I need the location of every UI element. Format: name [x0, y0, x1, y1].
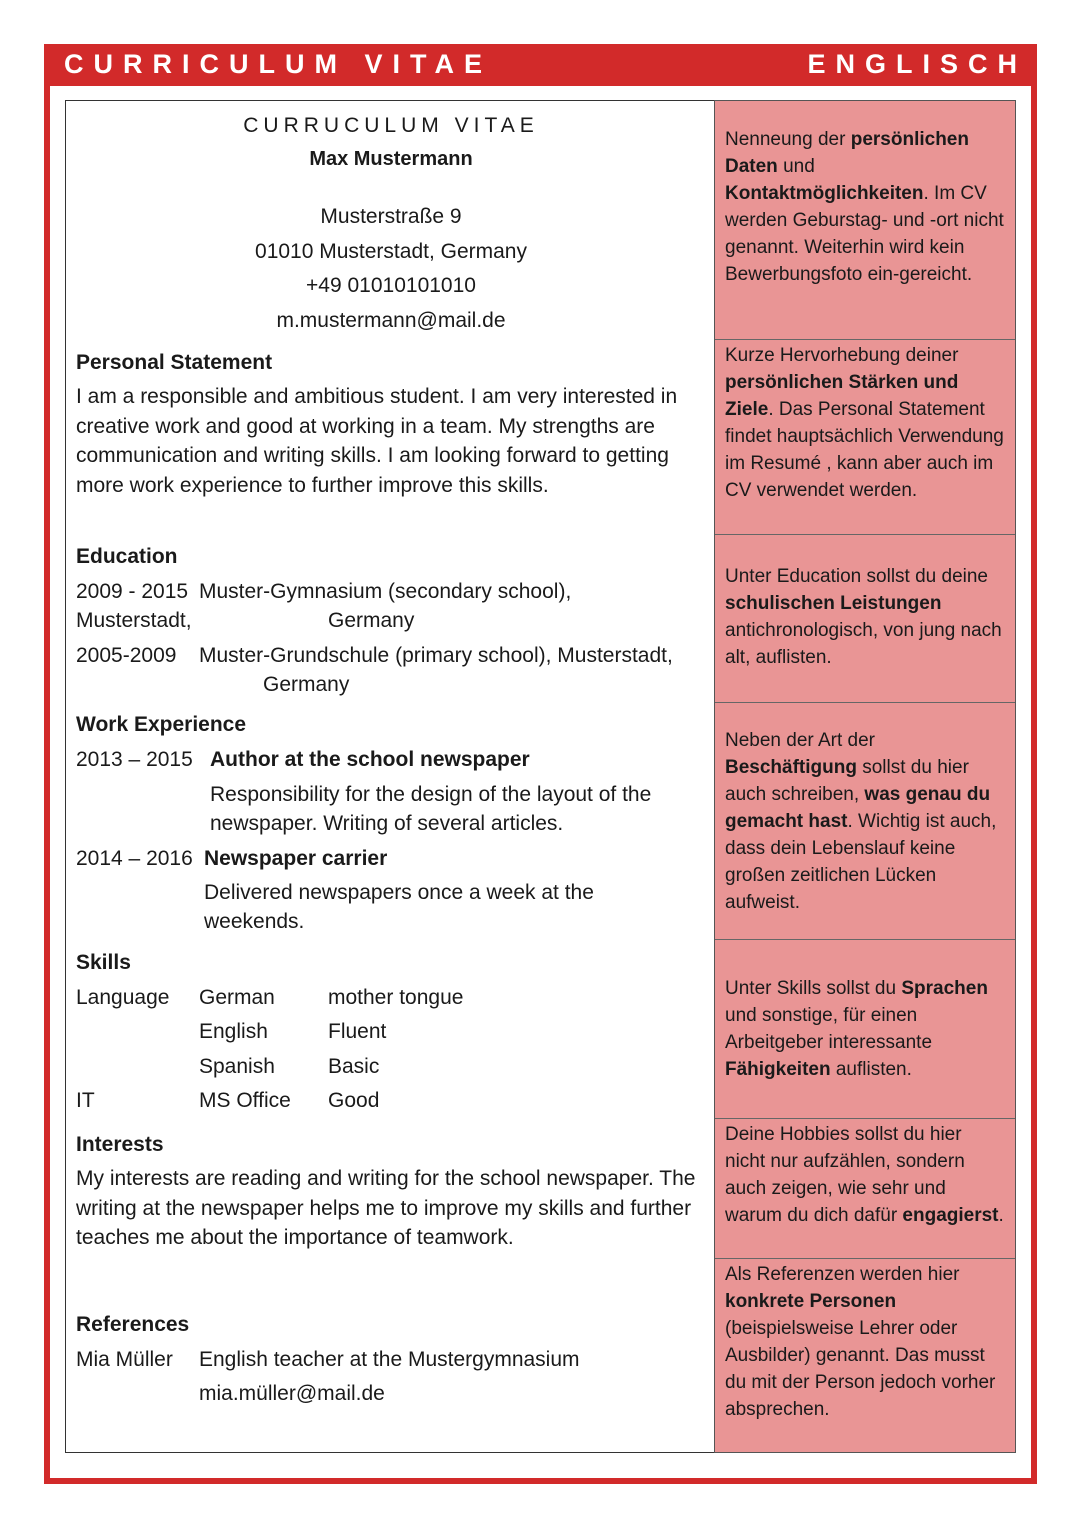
work-description: newspaper. Writing of several articles. — [210, 812, 564, 835]
note-skills — [715, 940, 1015, 1119]
address-phone: +49 01010101010 — [306, 274, 476, 297]
skill-item: German — [199, 986, 275, 1009]
work-description: Delivered newspapers once a week at the — [204, 881, 594, 904]
work-title: Newspaper carrier — [204, 847, 388, 870]
note-emphasis: konkrete Personen — [725, 1291, 897, 1312]
address-city: 01010 Musterstadt, Germany — [255, 240, 527, 263]
cv-name: Max Mustermann — [309, 148, 473, 170]
skill-level: Fluent — [328, 1020, 387, 1043]
note-emphasis: persönlichen Daten — [725, 129, 969, 177]
note-education — [715, 535, 1015, 703]
education-country: Germany — [328, 609, 415, 632]
skill-item: English — [199, 1020, 268, 1043]
header-subject: ENGLISCH — [807, 49, 1027, 79]
work-heading: Work Experience — [76, 713, 247, 736]
note-emphasis: Sprachen — [901, 978, 988, 999]
education-country: Germany — [263, 673, 350, 696]
note-text: . Im CV werden Geburstag- und -ort nicht genannt. Weiterhin wird kein Bewerbungsfoto ein-gereicht. — [725, 183, 1004, 285]
interests-heading: Interests — [76, 1133, 164, 1156]
note-references — [715, 1259, 1015, 1453]
note-text: . — [998, 1205, 1004, 1226]
skill-level: Basic — [328, 1055, 380, 1078]
education-heading: Education — [76, 545, 178, 568]
note-text: Nenneung der — [725, 129, 851, 150]
skill-category: IT — [76, 1089, 95, 1112]
note-text: Deine Hobbies sollst du hier nicht nur aufzählen, sondern auch zeigen, wie sehr und warum du dich dafür — [725, 1124, 965, 1226]
note-emphasis: was genau du gemacht hast — [725, 784, 991, 832]
note-text: Unter Education sollst du deine — [725, 566, 988, 587]
cv-title: CURRUCULUM VITAE — [243, 114, 539, 137]
education-school: Muster-Grundschule (primary school), Musterstadt, — [199, 644, 673, 667]
personal-statement-text: I am a responsible and ambitious student. I am very interested in creative work and good at working in a team. My strengths are communication and writing skills. I am looking forward to getting more work experience to further improve this skills. — [76, 385, 678, 497]
note-emphasis: schulischen Leistungen — [725, 593, 942, 614]
interests-text: My interests are reading and writing for the school newspaper. The writing at the newspaper helps me to improve my skills and further teaches me about the importance of teamwork. — [76, 1167, 696, 1249]
work-description: weekends. — [204, 910, 305, 933]
note-text: Unter Skills sollst du — [725, 978, 902, 999]
reference-email: mia.müller@mail.de — [199, 1382, 385, 1405]
skills-heading: Skills — [76, 951, 131, 974]
cv-document — [65, 100, 715, 1453]
skill-item: Spanish — [199, 1055, 275, 1078]
note-text: Als Referenzen werden hier — [725, 1264, 960, 1285]
note-emphasis: engagierst — [902, 1205, 999, 1226]
education-years: 2009 - 2015 — [76, 580, 189, 603]
skill-level: mother tongue — [328, 986, 464, 1009]
note-text: und sonstige, für einen Arbeitgeber interessante — [725, 1005, 933, 1053]
note-personal-data — [715, 101, 1015, 340]
note-emphasis: Fähigkeiten — [725, 1059, 831, 1080]
work-years: 2013 – 2015 — [76, 748, 193, 771]
reference-name: Mia Müller — [76, 1348, 173, 1371]
note-personal-statement — [715, 340, 1015, 535]
skill-category: Language — [76, 986, 170, 1009]
education-city: Musterstadt, — [76, 609, 192, 632]
note-text: antichronologisch, von jung nach alt, auflisten. — [725, 620, 1002, 668]
skill-item: MS Office — [199, 1089, 291, 1112]
education-school: Muster-Gymnasium (secondary school), — [199, 580, 572, 603]
address-street: Musterstraße 9 — [320, 205, 462, 228]
annotation-column — [714, 100, 1016, 1453]
education-years: 2005-2009 — [76, 644, 177, 667]
note-interests — [715, 1119, 1015, 1259]
note-text: . Das Personal Statement findet hauptsächlich Verwendung im Resumé , kann aber auch im CV verwendet werden. — [725, 399, 1004, 501]
note-text: . Wichtig ist auch, dass dein Lebenslauf keine großen zeitlichen Lücken aufweist. — [725, 811, 997, 913]
personal-statement-heading: Personal Statement — [76, 351, 273, 374]
note-text: und — [777, 156, 815, 177]
address-email: m.mustermann@mail.de — [276, 309, 506, 332]
header-bar — [44, 44, 1037, 86]
reference-role: English teacher at the Mustergymnasium — [199, 1348, 580, 1371]
work-title: Author at the school newspaper — [210, 748, 530, 771]
note-text: (beispielsweise Lehrer oder Ausbilder) genannt. Das musst du mit der Person jedoch vorher absprechen. — [725, 1318, 996, 1420]
references-heading: References — [76, 1313, 190, 1336]
work-description: Responsibility for the design of the layout of the — [210, 783, 652, 806]
note-text: Kurze Hervorhebung deiner — [725, 345, 959, 366]
note-emphasis: Beschäftigung — [725, 757, 857, 778]
note-text: Neben der Art der — [725, 730, 875, 751]
work-years: 2014 – 2016 — [76, 847, 193, 870]
note-emphasis: persönlichen Stärken und Ziele — [725, 372, 959, 420]
note-work-experience — [715, 703, 1015, 940]
header-title: CURRICULUM VITAE — [64, 49, 492, 79]
note-emphasis: Kontaktmöglichkeiten — [725, 183, 924, 204]
skill-level: Good — [328, 1089, 380, 1112]
note-text: auflisten. — [830, 1059, 912, 1080]
note-text: sollst du hier auch schreiben, — [725, 757, 969, 805]
